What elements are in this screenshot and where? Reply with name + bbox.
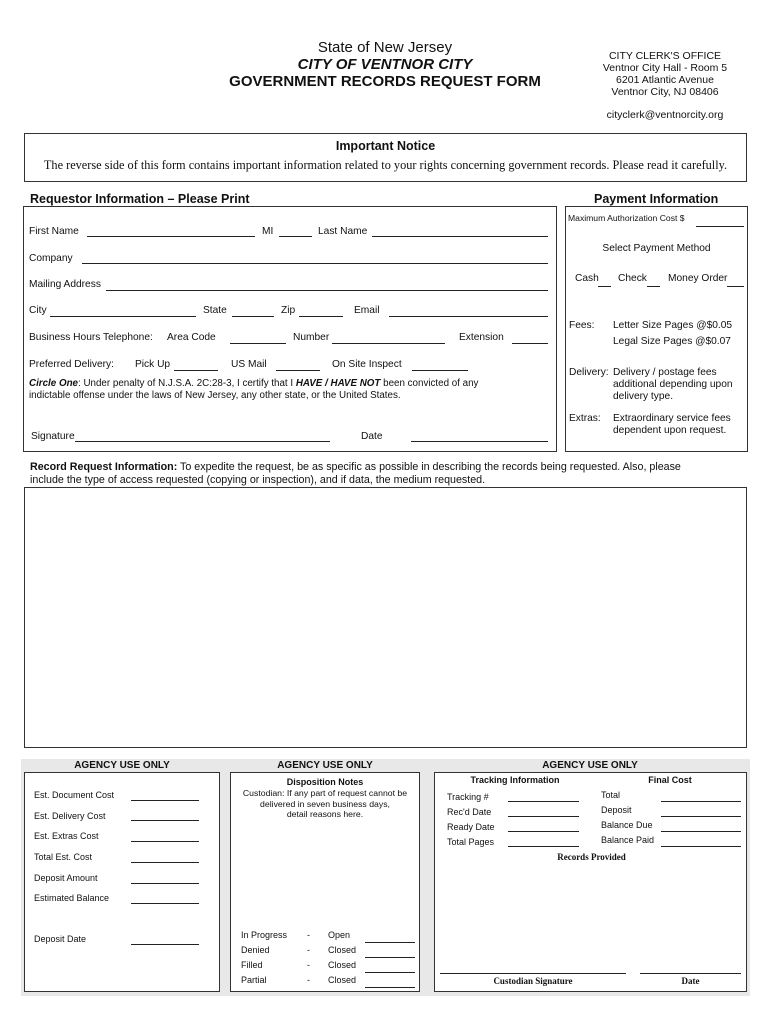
delivery-fee-line-3: delivery type.: [613, 391, 674, 402]
disposition-note-1: Custodian: If any part of request cannot be: [242, 788, 408, 798]
company-label: Company: [29, 253, 73, 264]
cash-checkbox[interactable]: [598, 286, 611, 287]
status-filled-field[interactable]: [365, 972, 415, 973]
mi-field[interactable]: [279, 236, 312, 237]
balance-due-label: Balance Due: [601, 820, 653, 830]
estimated-balance-field[interactable]: [131, 903, 199, 904]
have-option[interactable]: HAVE: [295, 378, 323, 389]
money-order-checkbox[interactable]: [727, 286, 744, 287]
total-pages-label: Total Pages: [447, 837, 495, 847]
email-field[interactable]: [389, 316, 548, 317]
fees-label: Fees:: [569, 320, 595, 331]
select-payment-label: Select Payment Method: [602, 243, 711, 254]
business-phone-label: Business Hours Telephone:: [29, 332, 153, 343]
us-mail-label: US Mail: [231, 359, 267, 370]
tracking-info-title: Tracking Information: [470, 775, 560, 785]
last-name-label: Last Name: [318, 226, 368, 237]
date-label: Date: [361, 431, 383, 442]
status-denied-field[interactable]: [365, 957, 415, 958]
deposit-date-field[interactable]: [131, 944, 199, 945]
total-pages-field[interactable]: [508, 846, 579, 847]
delivery-fee-line-1: Delivery / postage fees: [613, 367, 717, 378]
total-est-cost-field[interactable]: [131, 862, 199, 863]
certification-text-b: been convicted of any: [380, 378, 479, 389]
max-auth-field[interactable]: [696, 226, 744, 227]
signature-field[interactable]: [75, 441, 330, 442]
deposit-amount-label: Deposit Amount: [34, 873, 98, 883]
office-name: CITY CLERK'S OFFICE: [608, 50, 722, 62]
check-label: Check: [618, 273, 647, 284]
est-document-cost-field[interactable]: [131, 800, 199, 801]
last-name-field[interactable]: [372, 236, 548, 237]
certification-line-1: [29, 378, 478, 389]
city-title: CITY OF VENTNOR CITY: [297, 56, 473, 73]
agency-use-heading-2: AGENCY USE ONLY: [277, 760, 373, 771]
deposit-date-label: Deposit Date: [34, 934, 87, 944]
ready-date-field[interactable]: [508, 831, 579, 832]
status-filled: Filled: [241, 960, 263, 970]
disposition-note-2: delivered in seven business days,: [260, 799, 390, 809]
requestor-heading: Requestor Information – Please Print: [30, 192, 250, 206]
first-name-label: First Name: [29, 226, 79, 237]
us-mail-field[interactable]: [276, 370, 320, 371]
extras-line-2: dependent upon request.: [613, 425, 727, 436]
extras-label: Extras:: [569, 413, 601, 424]
status-dash: -: [307, 930, 310, 940]
office-hall: Ventnor City Hall - Room 5: [602, 62, 728, 74]
est-delivery-cost-field[interactable]: [131, 820, 199, 821]
disposition-notes-title: Disposition Notes: [286, 777, 364, 787]
final-deposit-label: Deposit: [601, 805, 632, 815]
recd-date-label: Rec'd Date: [447, 807, 492, 817]
status-partial: Partial: [241, 975, 267, 985]
status-in-progress: In Progress: [241, 930, 288, 940]
mailing-address-label: Mailing Address: [29, 279, 101, 290]
have-not-option[interactable]: HAVE NOT: [330, 378, 381, 389]
estimated-balance-label: Estimated Balance: [34, 893, 110, 903]
custodian-date-label: Date: [681, 976, 700, 986]
custodian-date-field[interactable]: [640, 973, 741, 974]
on-site-inspect-field[interactable]: [412, 370, 468, 371]
agency-use-heading-1: AGENCY USE ONLY: [74, 760, 170, 771]
area-code-label: Area Code: [167, 332, 216, 343]
est-document-cost-label: Est. Document Cost: [34, 790, 115, 800]
record-request-line-2: include the type of access requested (copying or inspection), and if data, the medium requested.: [30, 474, 486, 486]
max-auth-label: Maximum Authorization Cost $: [568, 213, 685, 223]
certification-line-2: indictable offense under the laws of New Jersey, any other state, or the United States.: [29, 390, 401, 401]
state-title: State of New Jersey: [317, 39, 453, 56]
check-checkbox[interactable]: [647, 286, 660, 287]
disposition-note-3: detail reasons here.: [286, 809, 364, 819]
number-label: Number: [293, 332, 330, 343]
agency-use-heading-3: AGENCY USE ONLY: [542, 760, 638, 771]
record-request-text-1: To expedite the request, be as specific as possible in describing the records being requested. Also, please: [177, 461, 681, 473]
fee-legal: Legal Size Pages @$0.07: [613, 336, 731, 347]
final-cost-title: Final Cost: [648, 775, 692, 785]
status-open: Open: [328, 930, 351, 940]
records-provided-label: Records Provided: [557, 852, 626, 862]
area-code-field[interactable]: [230, 343, 286, 344]
status-dash: -: [307, 945, 310, 955]
final-total-field[interactable]: [661, 801, 741, 802]
balance-due-field[interactable]: [661, 831, 741, 832]
office-citystate: Ventnor City, NJ 08406: [611, 86, 719, 98]
final-deposit-field[interactable]: [661, 816, 741, 817]
state-field[interactable]: [232, 316, 274, 317]
record-request-textarea[interactable]: [24, 487, 747, 748]
tracking-number-field[interactable]: [508, 801, 579, 802]
disposition-panel: [230, 772, 420, 992]
balance-paid-field[interactable]: [661, 846, 741, 847]
payment-heading: Payment Information: [594, 192, 719, 206]
record-request-line-1: [30, 461, 681, 473]
city-field[interactable]: [50, 316, 196, 317]
signature-label: Signature: [31, 431, 75, 442]
email-label: Email: [354, 305, 380, 316]
fee-letter: Letter Size Pages @$0.05: [613, 320, 733, 331]
est-extras-cost-field[interactable]: [131, 841, 199, 842]
extension-field[interactable]: [512, 343, 548, 344]
extension-label: Extension: [459, 332, 504, 343]
status-dash: -: [307, 960, 310, 970]
pick-up-field[interactable]: [174, 370, 218, 371]
form-title: GOVERNMENT RECORDS REQUEST FORM: [229, 73, 541, 90]
office-street: 6201 Atlantic Avenue: [616, 74, 714, 86]
custodian-signature-label: Custodian Signature: [493, 976, 573, 986]
circle-one-label: Circle One: [29, 378, 79, 389]
extras-line-1: Extraordinary service fees: [613, 413, 731, 424]
total-est-cost-label: Total Est. Cost: [34, 852, 93, 862]
office-email: cityclerk@ventnorcity.org: [606, 109, 724, 121]
have-slash: /: [322, 378, 331, 389]
status-closed: Closed: [328, 975, 357, 985]
status-in-progress-field[interactable]: [365, 942, 415, 943]
status-denied: Denied: [241, 945, 270, 955]
number-field[interactable]: [332, 343, 445, 344]
deposit-amount-field[interactable]: [131, 883, 199, 884]
est-delivery-cost-label: Est. Delivery Cost: [34, 811, 106, 821]
status-partial-field[interactable]: [365, 987, 415, 988]
recd-date-field[interactable]: [508, 816, 579, 817]
preferred-delivery-label: Preferred Delivery:: [29, 359, 114, 370]
first-name-field[interactable]: [87, 236, 255, 237]
date-field[interactable]: [411, 441, 548, 442]
custodian-signature-field[interactable]: [440, 973, 626, 974]
money-order-label: Money Order: [668, 273, 728, 284]
notice-title: Important Notice: [335, 139, 436, 153]
agency-cost-panel: [24, 772, 220, 992]
pick-up-label: Pick Up: [135, 359, 171, 370]
zip-field[interactable]: [299, 316, 343, 317]
status-closed: Closed: [328, 960, 357, 970]
record-request-label: Record Request Information:: [30, 461, 178, 473]
balance-paid-label: Balance Paid: [601, 835, 655, 845]
state-label: State: [203, 305, 227, 316]
status-dash: -: [307, 975, 310, 985]
status-closed: Closed: [328, 945, 357, 955]
delivery-fee-line-2: additional depending upon: [613, 379, 733, 390]
mailing-address-field[interactable]: [106, 290, 548, 291]
final-total-label: Total: [601, 790, 621, 800]
mi-label: MI: [262, 226, 274, 237]
cash-label: Cash: [575, 273, 599, 284]
company-field[interactable]: [82, 263, 548, 264]
zip-label: Zip: [281, 305, 296, 316]
certification-text-a: : Under penalty of N.J.S.A. 2C:28-3, I certify that I: [78, 378, 296, 389]
requestor-box: [23, 206, 557, 452]
tracking-panel: [434, 772, 747, 992]
tracking-number-label: Tracking #: [447, 792, 489, 802]
est-extras-cost-label: Est. Extras Cost: [34, 831, 99, 841]
city-label: City: [29, 305, 47, 316]
delivery-fee-label: Delivery:: [569, 367, 609, 378]
notice-text: The reverse side of this form contains important information related to your rights concerning government records. Please read it carefully.: [43, 158, 728, 172]
on-site-inspect-label: On Site Inspect: [332, 359, 402, 370]
ready-date-label: Ready Date: [447, 822, 495, 832]
important-notice-box: [24, 133, 747, 182]
